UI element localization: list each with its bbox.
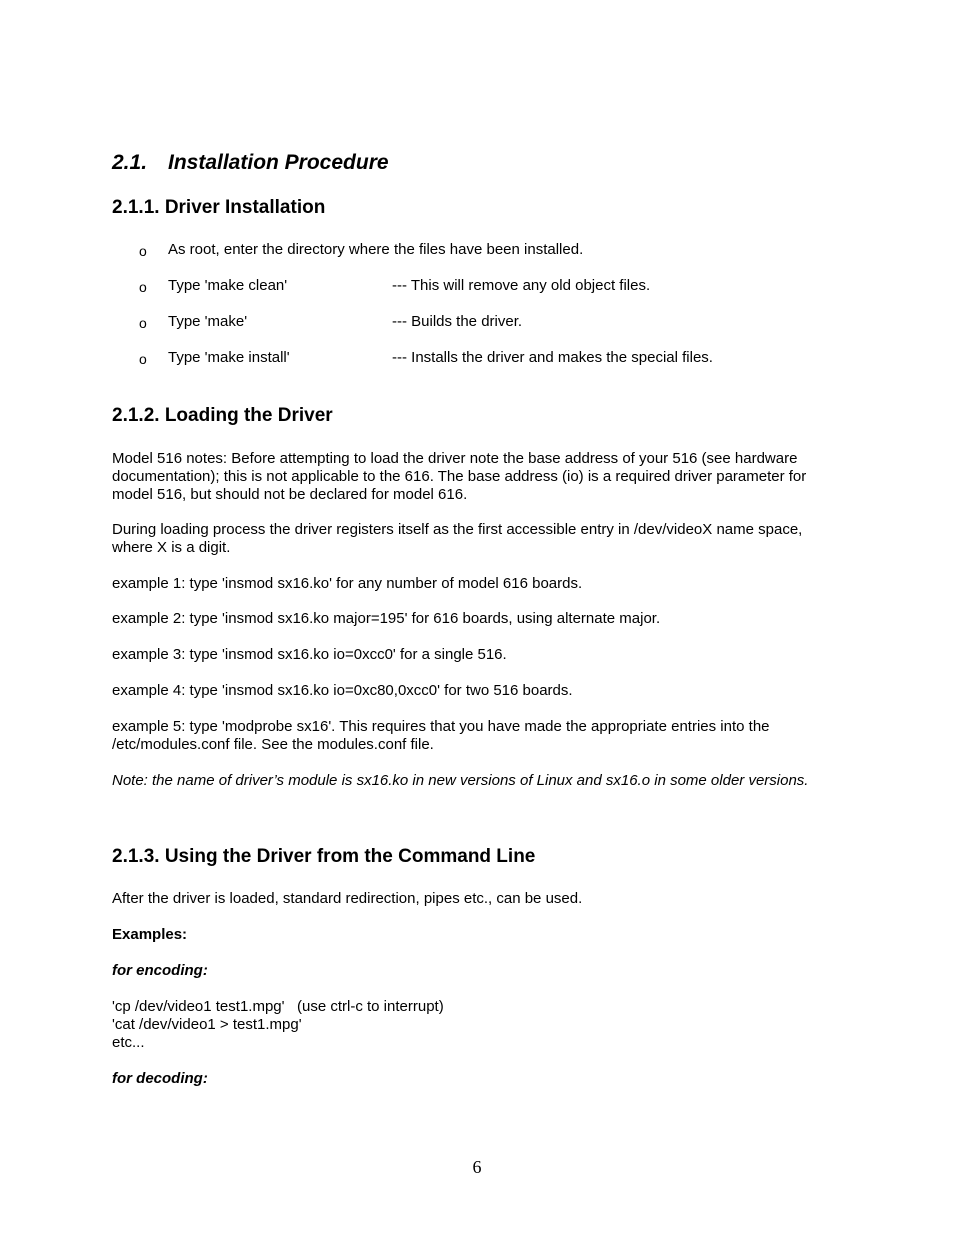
bullet-icon: o	[139, 243, 147, 259]
section-heading	[112, 151, 389, 175]
command-line-intro: After the driver is loaded, standard redirection, pipes etc., can be used.	[112, 890, 583, 907]
bullet-icon: o	[139, 279, 147, 295]
code-line: 'cp /dev/video1 test1.mpg' (use ctrl-c to interrupt)	[112, 998, 444, 1015]
text-line: example 5: type 'modprobe sx16'. This requires that you have made the appropriate entries into the	[112, 718, 770, 735]
text-line: model 516, but should not be declared for model 616.	[112, 486, 468, 503]
text-line: /etc/modules.conf file. See the modules.conf file.	[112, 736, 434, 753]
example-3: example 3: type 'insmod sx16.ko io=0xcc0' for a single 516.	[112, 646, 507, 663]
page-number: 6	[472, 1157, 482, 1177]
decoding-label: for decoding:	[112, 1070, 208, 1087]
command-line-heading: 2.1.3. Using the Driver from the Command Line	[112, 846, 536, 867]
register-paragraph	[112, 521, 802, 557]
section-title: Installation Procedure	[168, 151, 389, 174]
text-line: Model 516 notes: Before attempting to load the driver note the base address of your 516 (see hardware	[112, 450, 798, 467]
text-line: documentation); this is not applicable to the 616. The base address (io) is a required driver parameter for	[112, 468, 807, 485]
example-2: example 2: type 'insmod sx16.ko major=195' for 616 boards, using alternate major.	[112, 610, 661, 627]
install-step-text: Type 'make'	[168, 313, 248, 330]
text-line: During loading process the driver registers itself as the first accessible entry in /dev/videoX name space,	[112, 521, 803, 538]
install-step-desc: --- Builds the driver.	[392, 313, 523, 330]
install-step-desc: --- This will remove any old object files.	[392, 277, 651, 294]
encoding-label: for encoding:	[112, 962, 208, 979]
text-line: where X is a digit.	[112, 539, 231, 556]
install-step-desc: --- Installs the driver and makes the special files.	[392, 349, 713, 366]
section-number: 2.1.	[112, 151, 148, 174]
install-step-text: As root, enter the directory where the files have been installed.	[168, 241, 584, 258]
model-516-notes	[112, 450, 806, 504]
examples-label: Examples:	[112, 926, 188, 943]
encoding-commands	[112, 998, 444, 1052]
code-line: 'cat /dev/video1 > test1.mpg'	[112, 1016, 302, 1033]
install-step-text: Type 'make install'	[168, 349, 290, 366]
example-1: example 1: type 'insmod sx16.ko' for any number of model 616 boards.	[112, 575, 583, 592]
bullet-icon: o	[139, 315, 147, 331]
example-5	[112, 718, 770, 754]
bullet-icon: o	[139, 351, 147, 367]
driver-installation-heading: 2.1.1. Driver Installation	[112, 197, 326, 218]
example-4: example 4: type 'insmod sx16.ko io=0xc80,0xcc0' for two 516 boards.	[112, 682, 573, 699]
loading-driver-heading: 2.1.2. Loading the Driver	[112, 405, 333, 426]
module-name-note: Note: the name of driver’s module is sx16.ko in new versions of Linux and sx16.o in some older versions.	[112, 772, 809, 789]
code-line: etc...	[112, 1034, 145, 1051]
install-step-text: Type 'make clean'	[168, 277, 288, 294]
